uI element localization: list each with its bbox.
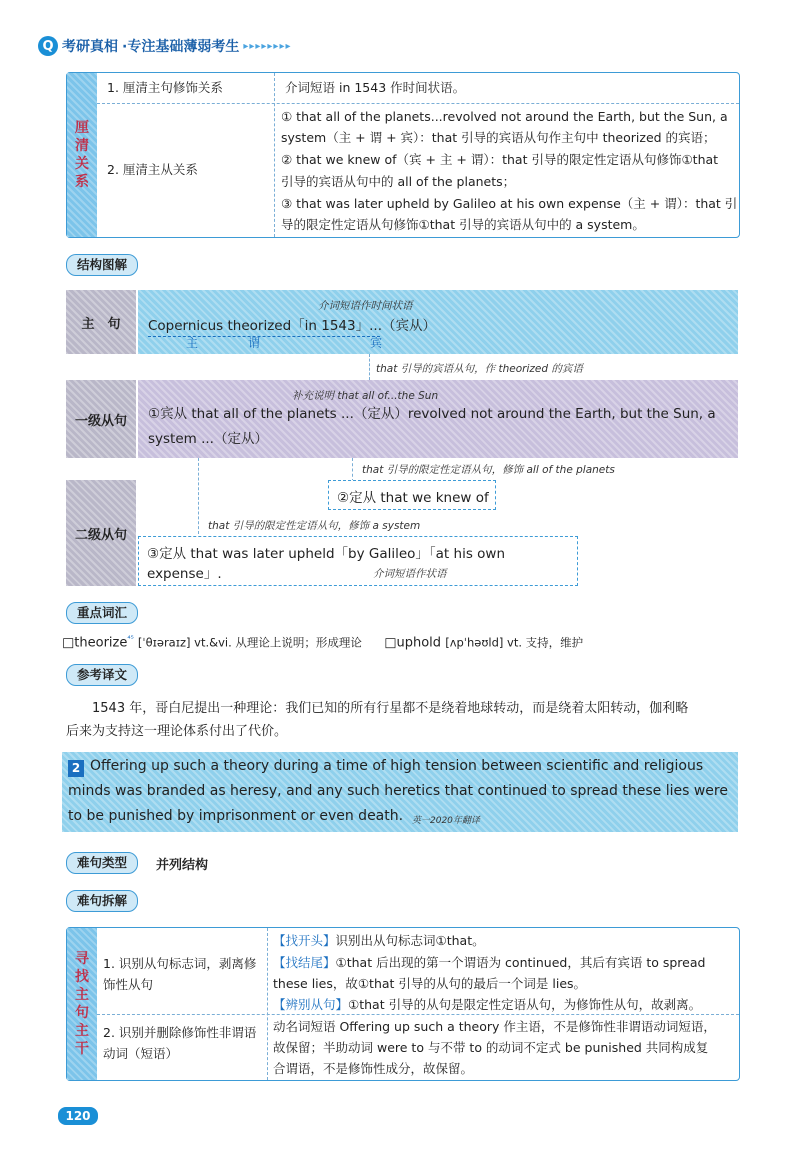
row1-right: 介词短语 in 1543 作时间状语。 xyxy=(285,80,466,95)
sentence-type-value: 并列结构 xyxy=(156,858,209,873)
translation-line1: 1543 年，哥白尼提出一种理论：我们已知的所有行星都不是绕着地球转动，而是绕着太阳转动，伽利略 xyxy=(92,701,689,716)
role-subject: 主 xyxy=(186,336,199,350)
analysis-row2-line1: 动名词短语 Offering up such a theory 作主语，不是修饰性非谓语动词短语， xyxy=(273,1019,716,1034)
vocab-word-1: □theorize xyxy=(62,635,128,651)
level2-box-a-text: ②定从 that we knew of xyxy=(337,490,489,506)
analysis-row1-left-2: 饰性从句 xyxy=(103,977,154,992)
analysis-table-side-label: 寻 找 主 句 主 干 xyxy=(67,928,97,1080)
connector-1-note: that 引导的宾语从句，作 theorized 的宾语 xyxy=(376,363,583,375)
row2-line3: ② that we knew of（宾 + 主 + 谓）：that 引导的限定性定语从句修饰①that xyxy=(281,152,719,167)
translation-line2: 后来为支持这一理论体系付出了代价。 xyxy=(66,724,288,739)
role-verb: 谓 xyxy=(248,336,261,350)
vocab-word-2: □uphold xyxy=(384,635,442,651)
level1-line1: ①宾从 that all of the planets ...（定从）revolved not around the Earth, but the Sun, a xyxy=(148,406,716,422)
logo-icon: Q xyxy=(38,36,58,56)
sentence2-line1: Offering up such a theory during a time of high tension between scientific and religious xyxy=(90,758,704,774)
header-slogan: ·专注基础薄弱考生 xyxy=(122,39,240,55)
level2-box-b-text: ③定从 that was later upheld「by Galileo」「at his own expense」. xyxy=(147,546,506,582)
vocab-def-2: [ʌpˈhəʊld] vt. 支持，维护 xyxy=(445,635,584,650)
analysis-row2-line3: 合谓语，不是修饰性成分，故保留。 xyxy=(273,1061,474,1076)
analysis-row2-left-2: 动词（短语） xyxy=(103,1046,179,1061)
row-divider xyxy=(97,103,739,104)
row2-line4: 引导的宾语从句中的 all of the planets； xyxy=(281,174,516,189)
analysis-row1-line1: 【找开头】识别出从句标志词①that。 xyxy=(273,933,485,948)
role-underline xyxy=(148,336,380,337)
page-header xyxy=(38,34,291,58)
section-title-type: 难句类型 xyxy=(66,852,138,874)
sentence2-line3: to be punished by imprisonment or even death. xyxy=(68,808,404,824)
analysis-row1-line4: 【辨别从句】①that 引导的从句是限定性定语从句，为修饰性从句，故剥离。 xyxy=(273,997,702,1012)
main-clause-sentence: Copernicus theorized「in 1543」...（宾从） xyxy=(148,318,436,334)
main-clause-note: 介词短语作时间状语 xyxy=(318,300,413,312)
tag-find-start: 【找开头】 xyxy=(273,933,336,948)
vocab-word-1-mark: ⁴⁵ xyxy=(127,634,134,643)
section-title-analysis: 难句拆解 xyxy=(66,890,138,912)
relation-table xyxy=(66,72,740,238)
level2-box-a xyxy=(328,480,496,510)
connector-2-note: that 引导的限定性定语从句，修饰 all of the planets xyxy=(362,464,615,476)
analysis-row1-line3: these lies，故①that 引导的从句的最后一个词是 lies。 xyxy=(273,976,587,991)
level2-label: 二级从句 xyxy=(66,480,136,586)
analysis-row2-left-1: 2. 识别并删除修饰性非谓语 xyxy=(103,1025,257,1040)
sentence2-source: 英一2020年翻译 xyxy=(412,816,480,826)
connector-3 xyxy=(198,458,199,534)
tag-find-end: 【找结尾】 xyxy=(273,955,336,970)
page-number: 120 xyxy=(58,1107,98,1125)
brand-name: 考研真相 xyxy=(62,39,118,55)
level1-label: 一级从句 xyxy=(66,380,136,458)
row1-left: 1. 厘清主句修饰关系 xyxy=(107,80,223,95)
relation-table-side-label: 厘 清 关 系 xyxy=(67,73,97,237)
connector-2 xyxy=(352,458,353,482)
row2-line1: ① that all of the planets...revolved not around the Earth, but the Sun, a xyxy=(281,109,728,124)
section-title-structure: 结构图解 xyxy=(66,254,138,276)
row2-line2: system（主 + 谓 + 宾）：that 引导的宾语从句作主句中 theorized 的宾语； xyxy=(281,130,716,145)
col-divider xyxy=(274,73,275,237)
level1-line2: system ...（定从） xyxy=(148,431,268,447)
row2-line6: 导的限定性定语从句修饰①that 引导的宾语从句中的 a system。 xyxy=(281,217,645,232)
connector-3-note: that 引导的限定性定语从句，修饰 a system xyxy=(208,520,421,532)
section-title-vocab: 重点词汇 xyxy=(66,602,138,624)
sentence2-number: 2 xyxy=(68,760,84,777)
section-title-translation: 参考译文 xyxy=(66,664,138,686)
row2-left: 2. 厘清主从关系 xyxy=(107,162,198,177)
level2-box-b xyxy=(138,536,578,586)
sentence2-line2: minds was branded as heresy, and any such heretics that continued to spread these lies were xyxy=(68,783,728,799)
analysis-row1-left-1: 1. 识别从句标志词，剥离修 xyxy=(103,956,257,971)
header-arrows-icon: ▸▸▸▸▸▸▸▸ xyxy=(243,40,292,52)
analysis-row1-line2: 【找结尾】①that 后出现的第一个谓语为 continued，其后有宾语 to spread xyxy=(273,955,706,970)
row2-line5: ③ that was later upheld by Galileo at his own expense（主 + 谓）：that 引 xyxy=(281,196,738,211)
vocab-line xyxy=(62,634,583,650)
level1-note: 补充说明 that all of...the Sun xyxy=(292,390,439,402)
role-object: 宾 xyxy=(370,336,383,350)
analysis-row2-line2: 故保留；半助动词 were to 与不带 to 的动词不定式 be punished 共同构成复 xyxy=(273,1040,709,1055)
connector-1 xyxy=(369,354,370,380)
vocab-def-1: [ˈθɪəraɪz] vt.&vi. 从理论上说明；形成理论 xyxy=(137,635,362,650)
col-divider xyxy=(267,928,268,1080)
level2-box-b-note: 介词短语作状语 xyxy=(373,568,447,580)
analysis-table xyxy=(66,927,740,1081)
main-clause-label: 主 句 xyxy=(66,290,136,354)
tag-identify-clause: 【辨别从句】 xyxy=(273,997,349,1012)
